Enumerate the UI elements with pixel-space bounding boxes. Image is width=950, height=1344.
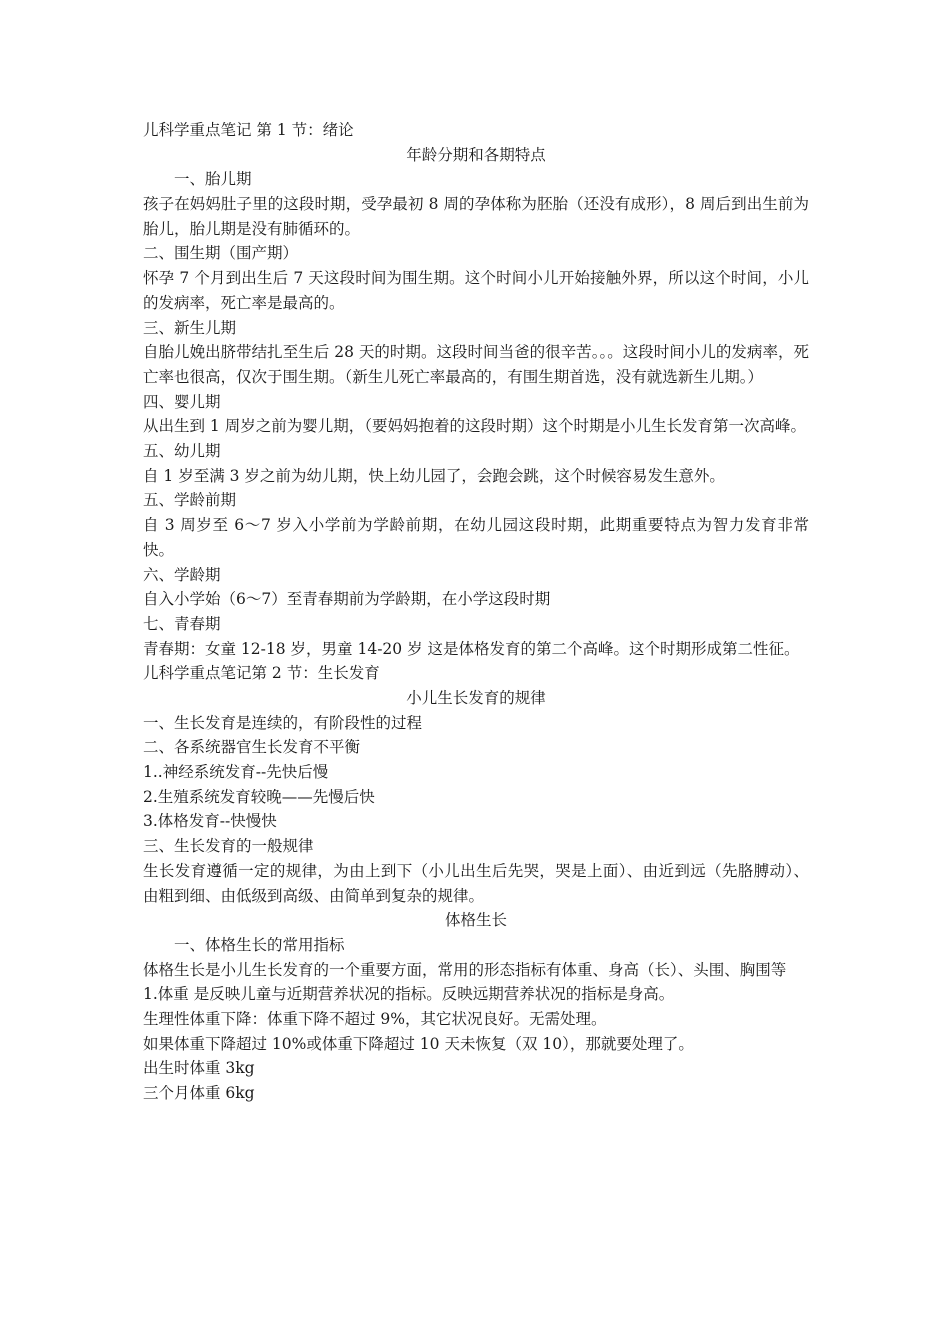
weight-definition: 1.体重 是反映儿童与近期营养状况的指标。反映远期营养状况的指标是身高。 xyxy=(143,985,675,1004)
period-school-title: 六、学龄期 xyxy=(143,565,221,584)
rule-1: 一、生长发育是连续的，有阶段性的过程 xyxy=(143,713,423,732)
growth-indicators-title: 一、体格生长的常用指标 xyxy=(174,935,345,954)
document-page xyxy=(143,118,809,1106)
rule-3-body: 生长发育遵循一定的规律，为由上到下（小儿出生后先哭，哭是上面）、由近到远（先胳膊动）、由粗到细、由低级到高级、由简单到复杂的规律。 xyxy=(143,861,809,905)
birth-weight: 出生时体重 3kg xyxy=(143,1059,255,1078)
weight-loss-treatment: 如果体重下降超过 10%或体重下降超过 10 天未恢复（双 10），那就要处理了。 xyxy=(143,1034,694,1053)
period-infant-title: 四、婴儿期 xyxy=(143,392,221,411)
period-school-body: 自入小学始（6～7）至青春期前为学龄期，在小学这段时期 xyxy=(143,590,551,609)
period-adolescence-title: 七、青春期 xyxy=(143,614,221,633)
period-fetal-body: 孩子在妈妈肚子里的这段时期，受孕最初 8 周的孕体称为胚胎（还没有成形），8 周后到出生前为胎儿，胎儿期是没有肺循环的。 xyxy=(143,195,809,238)
period-toddler-body: 自 1 岁至满 3 岁之前为幼儿期，快上幼儿园了，会跑会跳，这个时候容易发生意外。 xyxy=(143,466,725,485)
period-toddler-title: 五、幼儿期 xyxy=(143,442,221,461)
rule-2-item-1: 1..神经系统发育--先快后慢 xyxy=(143,763,329,782)
period-infant-body: 从出生到 1 周岁之前为婴儿期，（要妈妈抱着的这段时期）这个时期是小儿生长发育第一次高峰。 xyxy=(143,417,806,436)
period-preschool-body: 自 3 周岁至 6～7 岁入小学前为学龄前期，在幼儿园这段时期，此期重要特点为智力发育非常快。 xyxy=(143,516,809,559)
section2-heading: 小儿生长发育的规律 xyxy=(406,689,546,707)
period-fetal-title: 一、胎儿期 xyxy=(174,170,252,189)
rule-2-item-3: 3.体格发育--快慢快 xyxy=(143,812,277,831)
physiological-weight-loss: 生理性体重下降：体重下降不超过 9%，其它状况良好。无需处理。 xyxy=(143,1009,607,1028)
section3-heading: 体格生长 xyxy=(444,911,507,930)
rule-2-item-2: 2.生殖系统发育较晚——先慢后快 xyxy=(143,787,375,806)
period-neonatal-title: 三、新生儿期 xyxy=(143,318,237,337)
period-perinatal-body: 怀孕 7 个月到出生后 7 天这段时间为围生期。这个时间小儿开始接触外界，所以这个时间，小儿的发病率，死亡率是最高的。 xyxy=(143,269,809,312)
section2-title: 儿科学重点笔记第 2 节：生长发育 xyxy=(143,664,380,683)
growth-indicators-body: 体格生长是小儿生长发育的一个重要方面，常用的形态指标有体重、身高（长）、头围、胸围等 xyxy=(143,960,787,979)
section1-heading: 年龄分期和各期特点 xyxy=(406,145,546,164)
three-month-weight: 三个月体重 6kg xyxy=(143,1084,255,1103)
rule-2: 二、各系统器官生长发育不平衡 xyxy=(143,738,361,757)
period-perinatal-title: 二、围生期（围产期） xyxy=(143,244,299,263)
period-preschool-title: 五、学龄前期 xyxy=(143,491,237,510)
period-neonatal-body: 自胎儿娩出脐带结扎至生后 28 天的时期。这段时间当爸的很辛苦。。。这段时间小儿的发病率，死亡率也很高，仅次于围生期。（新生儿死亡率最高的，有围生期首选，没有就选新生儿期。） xyxy=(143,343,809,386)
section1-title: 儿科学重点笔记 第 1 节：绪论 xyxy=(143,121,354,139)
period-adolescence-body: 青春期：女童 12-18 岁，男童 14-20 岁 这是体格发育的第二个高峰。这个时期形成第二性征。 xyxy=(143,639,800,658)
rule-3: 三、生长发育的一般规律 xyxy=(143,837,314,856)
